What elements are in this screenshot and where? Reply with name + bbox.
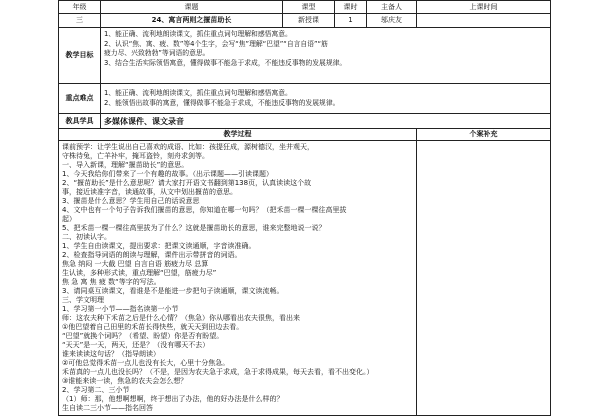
key-point-item: 2、能领悟出故事的寓意，懂得做事不能急于求成，不能违反事物的发展规律。 [104, 98, 340, 107]
objective-item: 3、结合生活实际领悟寓意，懂得做事不能急于求成，不能违反事物的发展规律。 [104, 58, 347, 67]
key-point-item: 1、能正确、流利地朗读课文，抓住重点词句理解和感悟寓意。 [104, 89, 292, 97]
process-line: 3、请同桌互读课文，看谁是不是能进一步把句子读通顺，课文读流畅。 [62, 287, 284, 295]
process-header: 教学过程 [59, 129, 417, 141]
key-points-row [59, 84, 551, 114]
process-line: 焦急 纳闷 一大截 巴望 自言自语 筋疲力尽 总算 [62, 260, 209, 268]
type-value: 新授课 [283, 14, 335, 28]
objective-item: 2、认识“焦、寓、疲、数”等4个生字，会写“焦”理解“巴望”“自言自语”“筋 [104, 39, 328, 48]
time-label: 上课时间 [417, 1, 551, 14]
grade-label: 年级 [59, 1, 101, 14]
process-line: ③谁能来读一读，焦急的农夫会怎么想？ [62, 377, 188, 385]
notes-content [417, 141, 551, 416]
process-line: 师：这农夫种下禾苗之后是什么心情？（焦急）你从哪看出农夫很焦，看出来 [62, 314, 300, 322]
process-line: 1、学生自由读课文，提出要求：把课文读通顺，字音读准确。 [62, 242, 256, 250]
process-line: 3、揠苗是什么意思？学生用自己的话说意思 [62, 197, 200, 205]
process-line: 焦 急 寓 焦 疲 数“等字的写法。 [62, 278, 161, 286]
topic-value: 24、寓言两则之揠苗助长 [101, 14, 283, 28]
process-line: ①他巴望着自己田里的禾苗长得快些，就天天到田边去看。 [62, 323, 244, 331]
teacher-label: 主备人 [367, 1, 417, 14]
process-row [59, 141, 551, 416]
tools-row [59, 114, 551, 129]
objectives-row [59, 28, 551, 84]
process-line: 谁来读读这句话？（指导朗读） [62, 350, 160, 358]
grade-value: 三 [59, 14, 101, 28]
process-line: 守株待兔，亡羊补牢，掩耳盗铃，刻舟求剑等。 [62, 152, 209, 160]
header-row [59, 1, 551, 14]
objective-item: 1、能正确、流利地朗读课文，抓住重点词句理解和感悟寓意。 [104, 30, 292, 38]
process-line: 5、把禾苗一棵一棵往高里拔为了什么？这就是揠苗助长的意思，谁来完整地说一说？ [62, 224, 326, 232]
process-line: 2、检查指导词语的朗读与理解，课件出示带拼音的词语。 [62, 251, 242, 259]
key-points-label: 重点难点 [59, 84, 101, 114]
objectives-label: 教学目标 [59, 28, 101, 84]
notes-header: 个案补充 [417, 129, 551, 141]
teacher-value: 邬庆友 [367, 14, 417, 28]
time-value [417, 14, 551, 28]
process-line: 2、“揠苗助长”是什么意思呢？请大家打开语文书翻到第138页，认真读读这个故 [62, 179, 312, 187]
process-line: “巴望”就换个词吗？（希望、盼望）你是否有盼望。 [62, 332, 224, 340]
process-line: 生自读二三小节——指名回答 [62, 404, 153, 412]
process-content [59, 141, 417, 416]
process-line: 1、学习第一小节——指名读第一小节 [62, 305, 179, 313]
process-line: 1、今天我给你们带来了一个有趣的故事。（出示课题——引读课题） [62, 170, 273, 178]
tools-label: 教具学具 [59, 114, 101, 129]
process-line: 二、初读认字。 [62, 233, 111, 241]
hours-value: 1 [335, 14, 367, 28]
topic-label: 课题 [101, 1, 283, 14]
info-row [59, 14, 551, 28]
process-line: 4、文中也有一个句子告诉我们揠苗的意思，你知道在哪一句吗？（把禾苗一棵一棵往高里拔 [62, 206, 347, 214]
objective-item: 疲力尽、兴致勃勃”等词语的意思。 [104, 49, 210, 57]
process-line: 事，接近读准字音，读通故事，从文中划出揠苗的意思。 [62, 188, 237, 196]
process-line: 起） [62, 215, 76, 223]
process-line: 2、学习第二、三小节 [62, 386, 130, 394]
process-line: 一、导入新课，理解“揠苗助长”的意思。 [62, 161, 189, 169]
process-line: 禾苗真的一点儿也没长吗？（不是，是因为农夫急于求成，急于求得成果，每天去看，看不出变化。） [62, 368, 374, 376]
process-line: 三、学文明理 [62, 296, 104, 304]
process-line: ②可他总觉得禾苗一点儿也没有长大，心里十分焦急。 [62, 359, 230, 367]
process-line: 生认读，多种形式读，重点理解“巴望，筋疲力尽” [62, 269, 217, 277]
lesson-plan-table [58, 0, 551, 416]
type-label: 课型 [283, 1, 335, 14]
key-points-content [101, 84, 551, 114]
objectives-content [101, 28, 551, 84]
process-header-row [59, 129, 551, 141]
hours-label: 课时 [335, 1, 367, 14]
process-line: “天天”是一天，两天，还是？（没有哪天不去） [62, 341, 210, 349]
tools-value: 多媒体课件、课文录音 [101, 114, 551, 129]
process-line: （1）师：那，他想啊想啊，终于想出了办法，他的好办法是什么样的？ [62, 395, 284, 403]
process-line: 课前预学：让学生说出自己喜欢的成语、比如：孩提狂成，源树德汉，坐井观天， [62, 143, 314, 151]
